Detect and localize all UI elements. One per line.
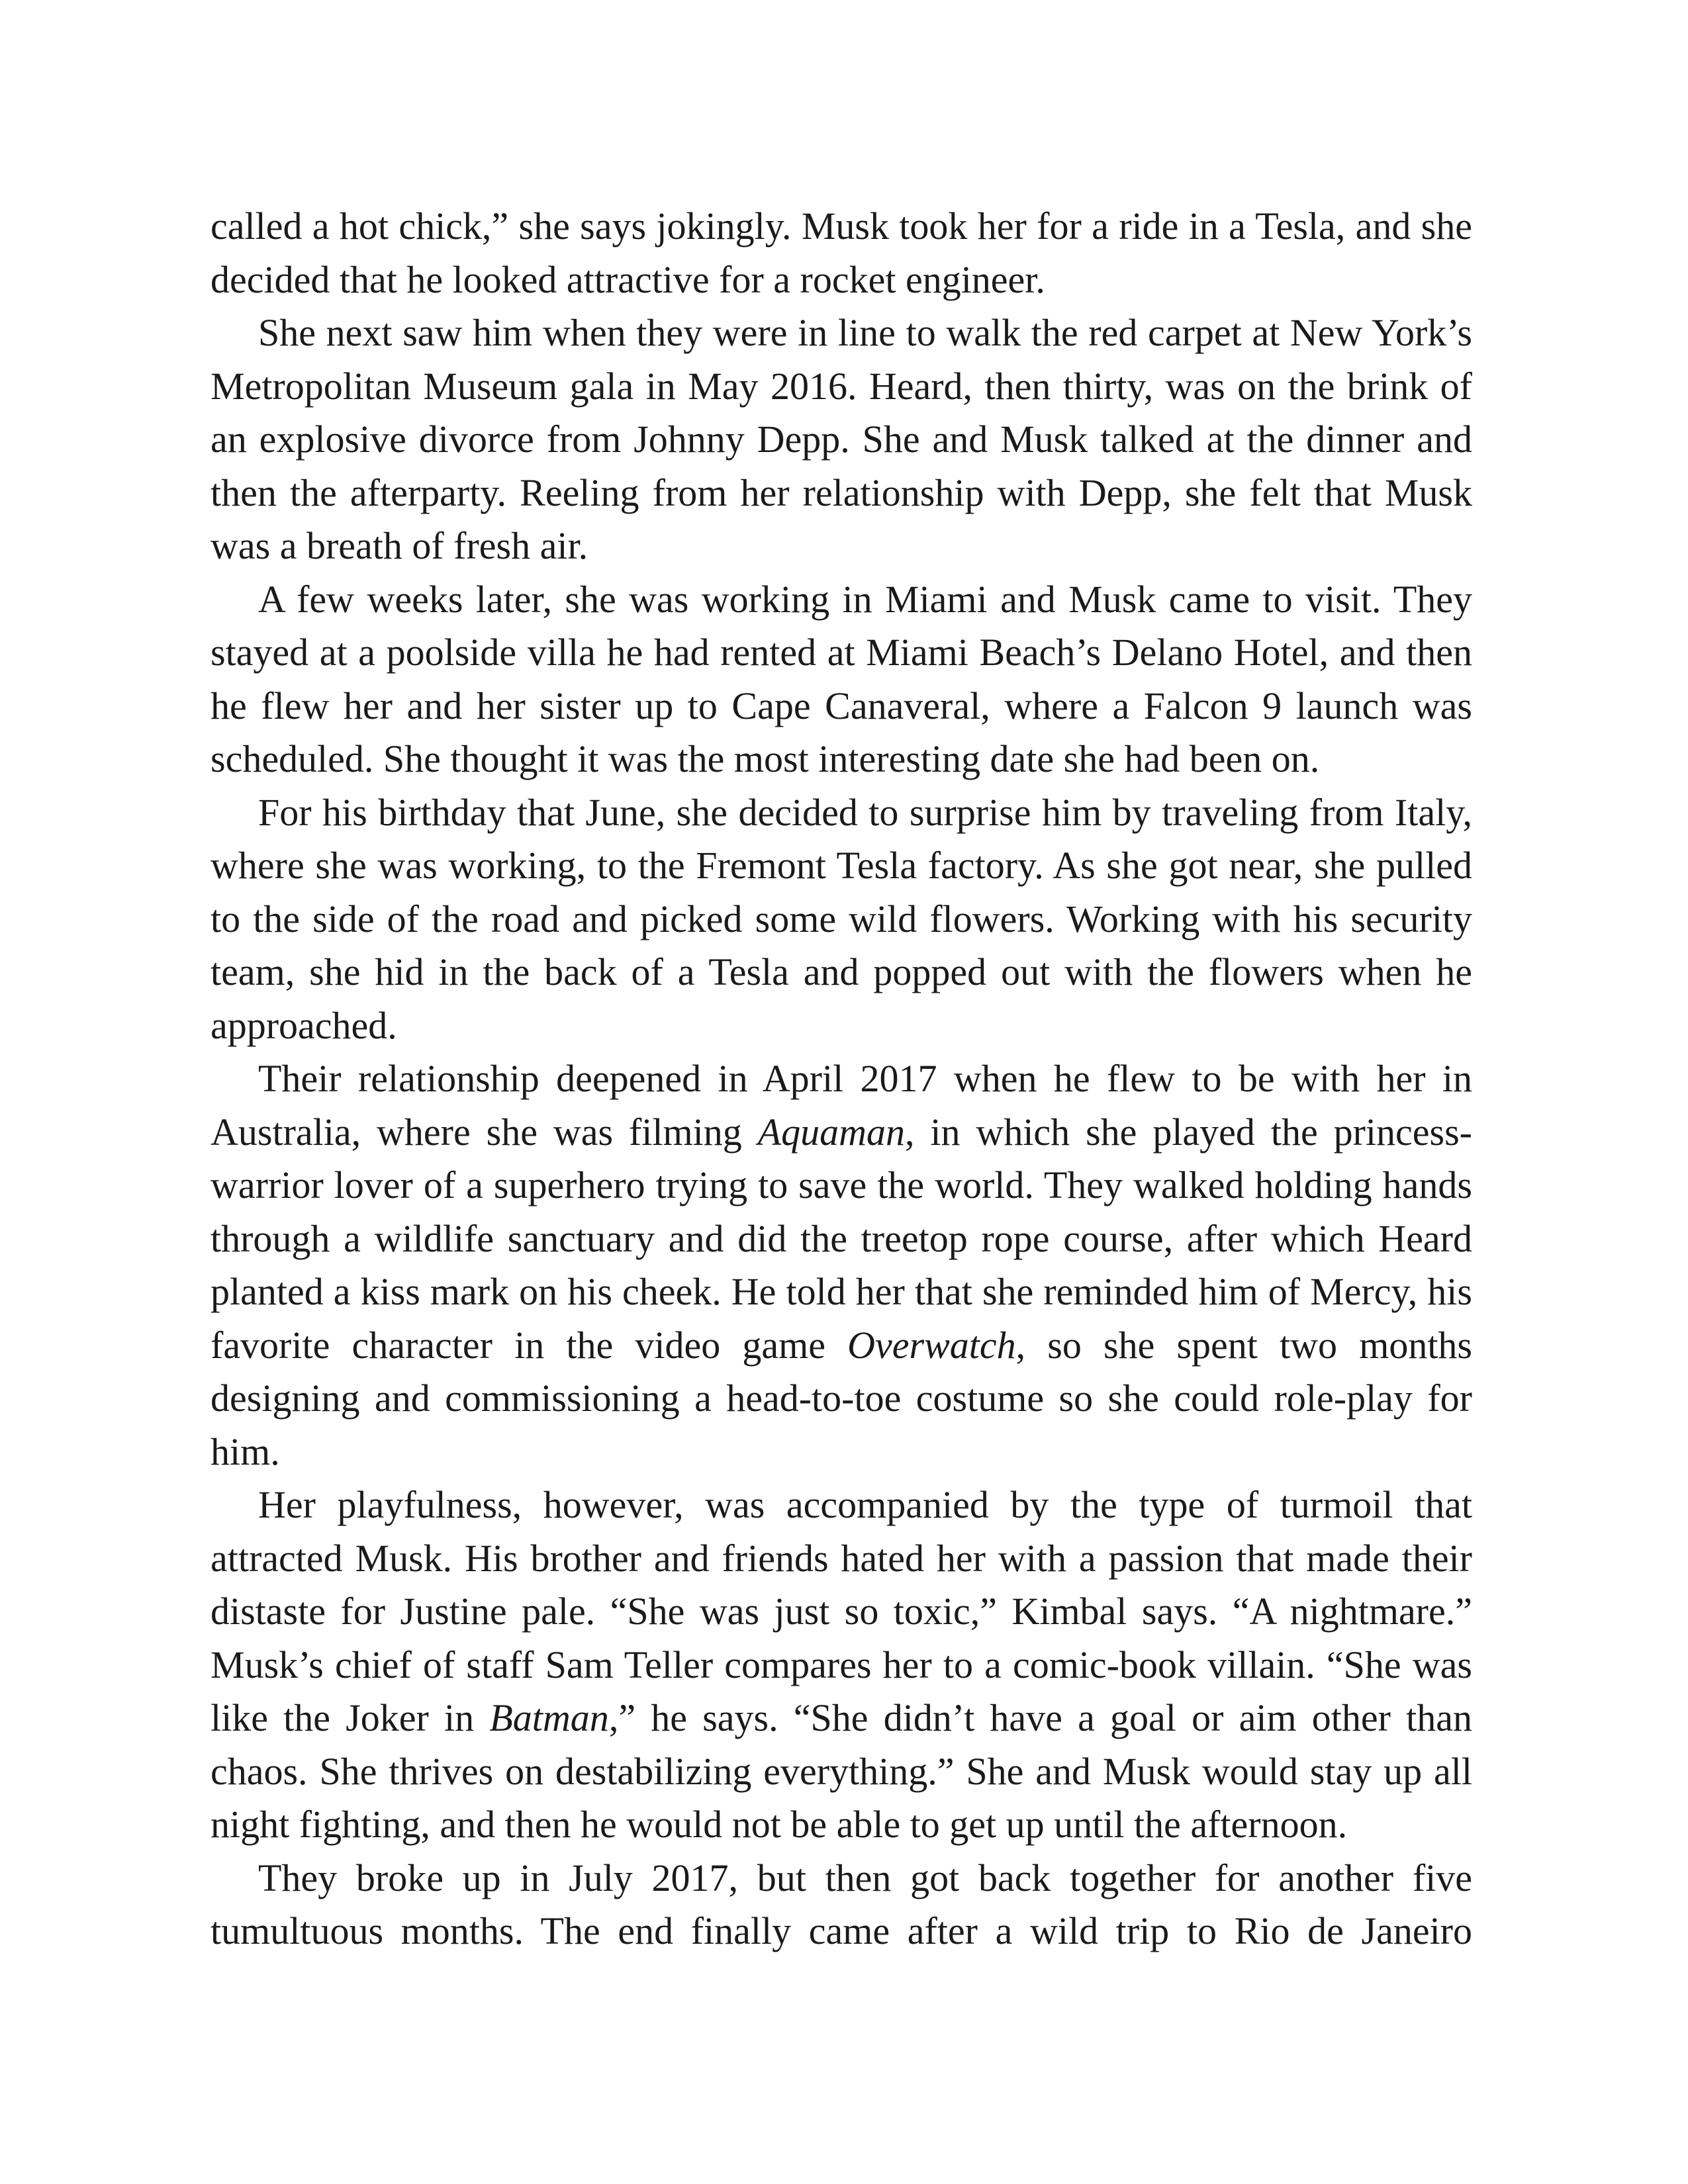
- text-segment: Her playfulness, however, was accompanied by the type of turmoil that attracted Musk. His brother and friends hated her with a passion that made their distaste for Justine pale. “She was just so toxic,” Kimbal says. “A nightmare.” Musk’s chief of staff Sam Teller compares her to a comic-book villain. “She was like the Joker in: [211, 1483, 1472, 1739]
- text-segment: ,” he says. “She didn’t have a goal or aim other than chaos. She thrives on destabilizing everything.” She and Musk would stay up all night fighting, and then he would not be able to get up until the afternoon.: [211, 1696, 1473, 1846]
- paragraph: [211, 1052, 1472, 1479]
- paragraph: [211, 200, 1472, 306]
- text-segment: , so she spent two months designing and commissioning a head-to-toe costume so she could role-play for him.: [211, 1323, 1473, 1473]
- paragraph: [211, 786, 1472, 1053]
- text-segment: A few weeks later, she was working in Miami and Musk came to visit. They stayed at a poolside villa he had rented at Miami Beach’s Delano Hotel, and then he flew her and her sister up to Cape Canaveral, where a Falcon 9 launch was scheduled. She thought it was the most interesting date she had been on.: [211, 577, 1472, 780]
- text-segment: She next saw him when they were in line to walk the red carpet at New York’s Metropolitan Museum gala in May 2016. Heard, then thirty, was on the brink of an explosive divorce from Johnny Depp. She and Musk talked at the dinner and then the afterparty. Reeling from her relationship with Depp, she felt that Musk was a breath of fresh air.: [211, 311, 1472, 567]
- text-segment: called a hot chick,” she says jokingly. Musk took her for a ride in a Tesla, and she decided that he looked attractive for a rocket engineer.: [211, 205, 1472, 301]
- paragraph: [211, 573, 1472, 786]
- film-title-batman: Batman: [489, 1696, 609, 1739]
- film-title-aquaman: Aquaman: [757, 1110, 905, 1154]
- text-segment: , in which she played the princess-warrior lover of a superhero trying to save the world. They walked holding hands through a wildlife sanctuary and did the treetop rope course, after which Heard planted a kiss mark on his cheek. He told her that she reminded him of Mercy, his favorite character in the video game: [211, 1110, 1472, 1367]
- paragraph: [211, 1852, 1472, 1958]
- page-body: [211, 200, 1472, 1958]
- text-segment: For his birthday that June, she decided to surprise him by traveling from Italy, where she was working, to the Fremont Tesla factory. As she got near, she pulled to the side of the road and picked some wild flowers. Working with his security team, she hid in the back of a Tesla and popped out with the flowers when he approached.: [211, 790, 1472, 1047]
- game-title-overwatch: Overwatch: [847, 1323, 1016, 1367]
- text-segment: Their relationship deepened in April 2017 when he flew to be with her in Australia, where she was filming: [211, 1057, 1472, 1154]
- text-segment: They broke up in July 2017, but then got back together for another five tumultuous months. The end finally came after a wild trip to Rio de Janeiro: [211, 1856, 1472, 1952]
- paragraph: [211, 1479, 1472, 1852]
- paragraph: [211, 306, 1472, 573]
